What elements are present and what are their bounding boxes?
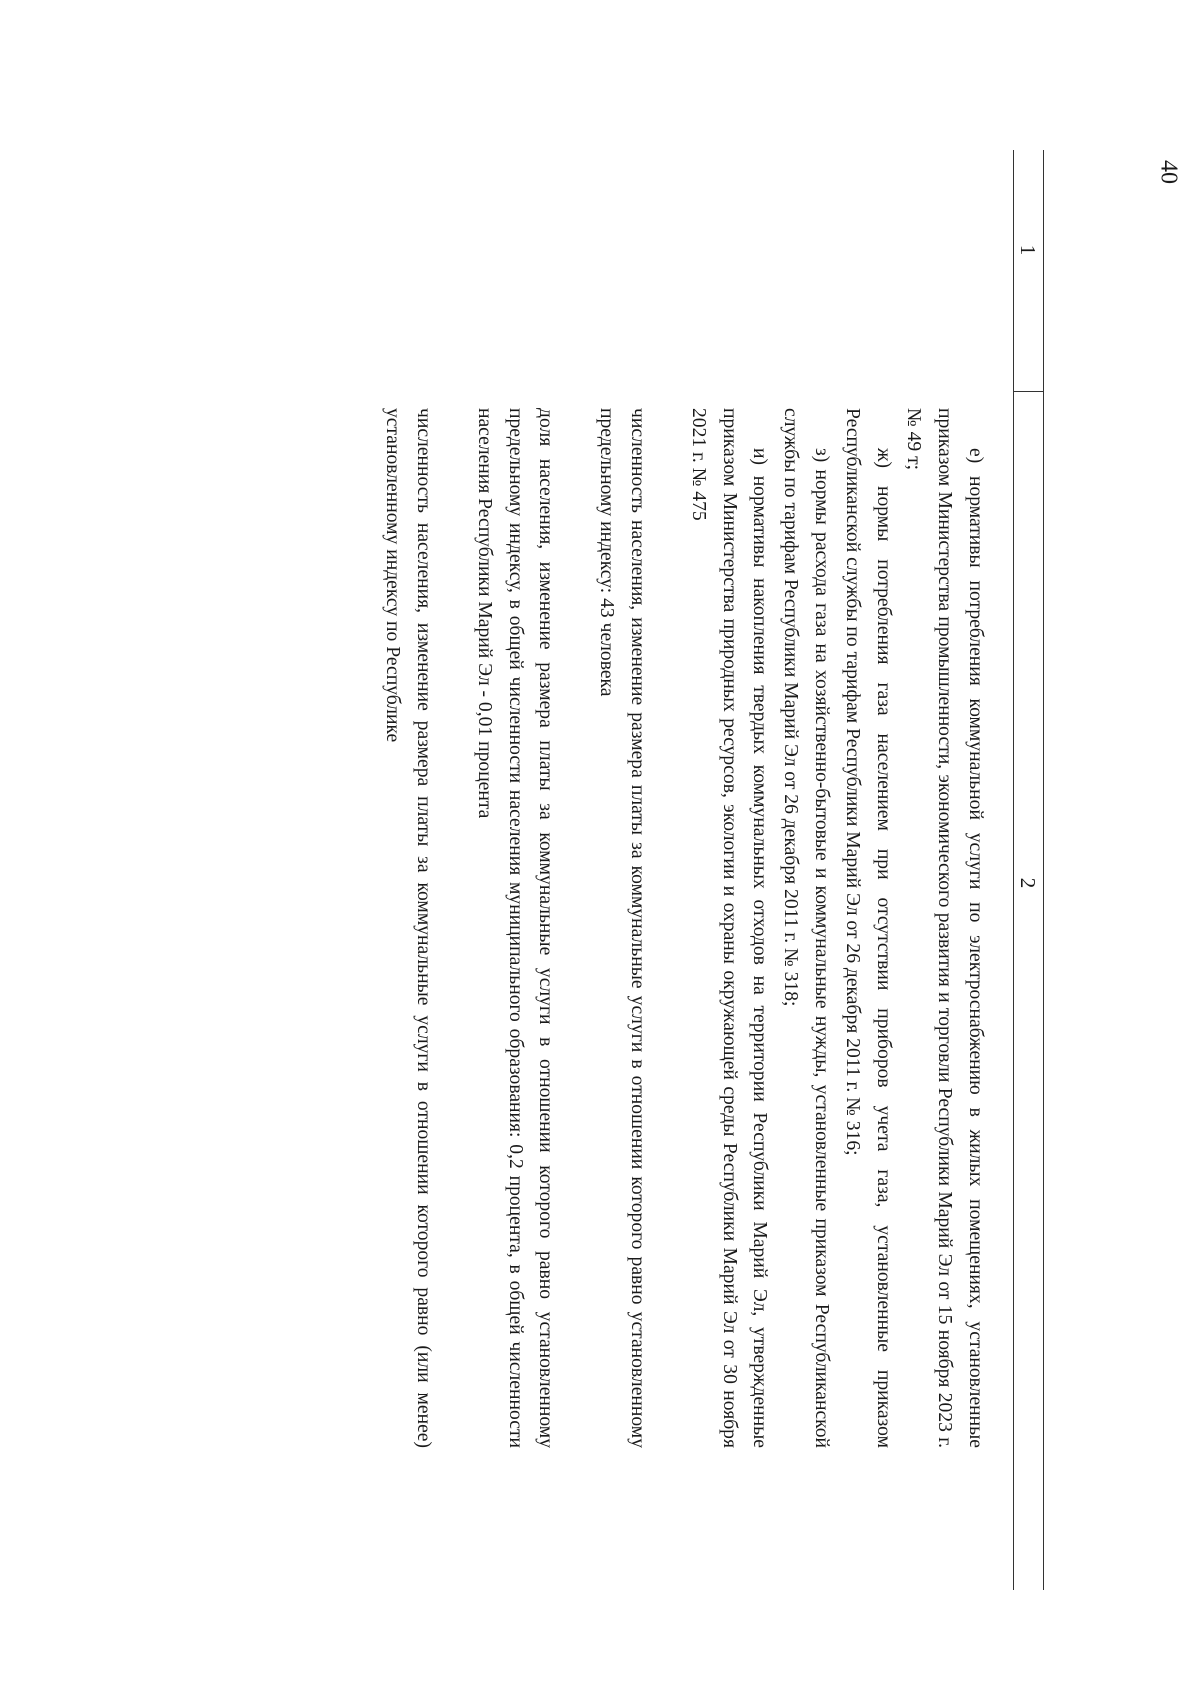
rotated-page-content [100, 150, 1100, 1590]
paragraph-i: и) нормативы накопления твердых коммунальных отходов на территории Республики Марий Эл, утвержденные приказом Министерства природных ресурсов, экологии и охраны окружающей среды Республики Марий Эл от 30 ноября 2021 г. № 475 [687, 408, 771, 1448]
column-1-header: 1 [1016, 244, 1040, 256]
header-row-border [1013, 150, 1014, 1590]
column-2-header: 2 [1016, 877, 1040, 889]
column-divider [1014, 391, 1044, 392]
paragraph-z: з) нормы расхода газа на хозяйственно-бытовые и коммунальные нужды, установленные приказом Республиканской службы по тарифам Республики Марий Эл от 26 декабря 2011 г. № 318; [780, 408, 833, 1448]
paragraph-zh: ж) нормы потребления газа населением при отсутствии приборов учета газа, установленные приказом Республиканской службы по тарифам Республики Марий Эл от 26 декабря 2011 г. № 316; [841, 408, 894, 1448]
paragraph-e: е) нормативы потребления коммунальной услуги по электроснабжению в жилых помещениях, установленные приказом Министерства промышленности, экономического развития и торговли Республики Марий Эл от 15 ноября 2023 г. № 49 т; [903, 408, 986, 1448]
page-number: 40 [1155, 160, 1182, 184]
column-2-content [376, 408, 990, 1448]
table-top-border [1043, 150, 1044, 1590]
population-count-republic-paragraph: численность населения, изменение размера платы за коммунальные услуги в отношении которого равно (или менее) установленному индексу по Республике [382, 408, 435, 1448]
population-share-paragraph: доля населения, изменение размера платы за коммунальные услуги в отношении которого равно установленному предельному индексу, в общей численности населения муниципального образования: 0,2 процента, в общей численности населения Республики Марий Эл - 0,01 процента [473, 408, 557, 1448]
population-count-paragraph: численность населения, изменение размера платы за коммунальные услуги в отношении которого равно установленному предельному индексу: 43 человека [596, 408, 649, 1448]
